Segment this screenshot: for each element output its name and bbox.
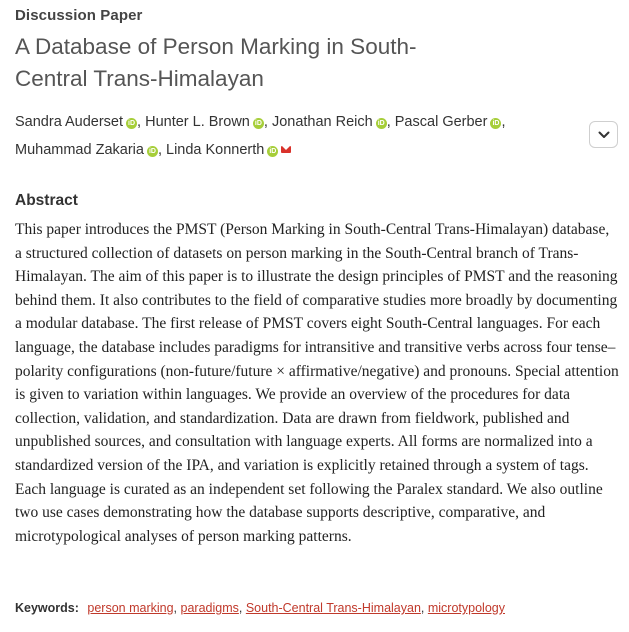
keyword-link[interactable]: person marking	[87, 601, 174, 615]
author-name[interactable]: Linda Konnerth	[166, 142, 265, 158]
keyword-link[interactable]: microtypology	[427, 601, 505, 615]
author-name[interactable]: Muhammad Zakaria	[15, 142, 144, 158]
author[interactable]	[15, 136, 158, 164]
author-list: Sandra Auderset iD , Hunter L. Brown iD , Jonathan Reich iD , Pascal Gerber iD , Muhammad Zakaria iD , Linda Konnerth iD	[15, 108, 575, 164]
expand-authors-button[interactable]	[589, 121, 618, 148]
orcid-icon[interactable]: iD	[377, 120, 385, 127]
author[interactable]	[15, 108, 137, 136]
abstract-heading: Abstract	[15, 192, 78, 209]
author[interactable]	[145, 108, 264, 136]
keywords: Keywords: person marking, paradigms, South-Central Trans-Himalayan, microtypology	[15, 601, 505, 615]
author[interactable]	[272, 108, 387, 136]
keyword-link[interactable]: South-Central Trans-Himalayan	[245, 601, 421, 615]
orcid-icon[interactable]: iD	[269, 148, 277, 155]
author[interactable]	[395, 108, 502, 136]
author-name[interactable]: Hunter L. Brown	[145, 114, 250, 130]
article-title: A Database of Person Marking in South-Central Trans-Himalayan	[15, 34, 417, 91]
author-name[interactable]: Pascal Gerber	[394, 114, 488, 130]
orcid-icon[interactable]: iD	[492, 120, 500, 127]
envelope-icon[interactable]	[281, 146, 291, 153]
orcid-icon[interactable]: iD	[128, 120, 136, 127]
article-type: Discussion Paper	[15, 7, 143, 24]
keywords-label: Keywords:	[15, 601, 79, 615]
abstract-text: This paper introduces the PMST (Person Marking in South-Central Trans-Himalayan) database, a structured collection of datasets on person marking in the South-Central branch of Trans-Himalayan. The aim of this paper is to illustrate the design principles of PMST and the reasoning behind them. It also contributes to the field of comparative studies more broadly by documenting a modular database. The first release of PMST covers eight South-Central languages. For each language, the database includes paradigms for intransitive and transitive verbs across four tense–polarity configurations (non-future/future × affirmative/negative) and pronouns. Special attention is given to variation within languages. We provide an overview of the procedures for data collection, validation, and standardization. Data are drawn from fieldwork, published and unpublished sources, and consultation with language experts. All forms are normalized into a standardized version of the IPA, and variation is explicitly retained through a system of tags. Each language is curated as an independent set following the Paralex standard. We also outline two use cases demonstrating how the database supports descriptive, comparative, and microtypological analyses of person marking patterns.	[15, 221, 619, 545]
orcid-icon[interactable]: iD	[148, 148, 156, 155]
orcid-icon[interactable]: iD	[254, 120, 262, 127]
author-name[interactable]: Sandra Auderset	[15, 114, 124, 130]
chevron-down-icon	[598, 131, 610, 139]
author-name[interactable]: Jonathan Reich	[271, 114, 373, 130]
keyword-link[interactable]: paradigms	[180, 601, 239, 615]
author[interactable]	[166, 136, 291, 164]
